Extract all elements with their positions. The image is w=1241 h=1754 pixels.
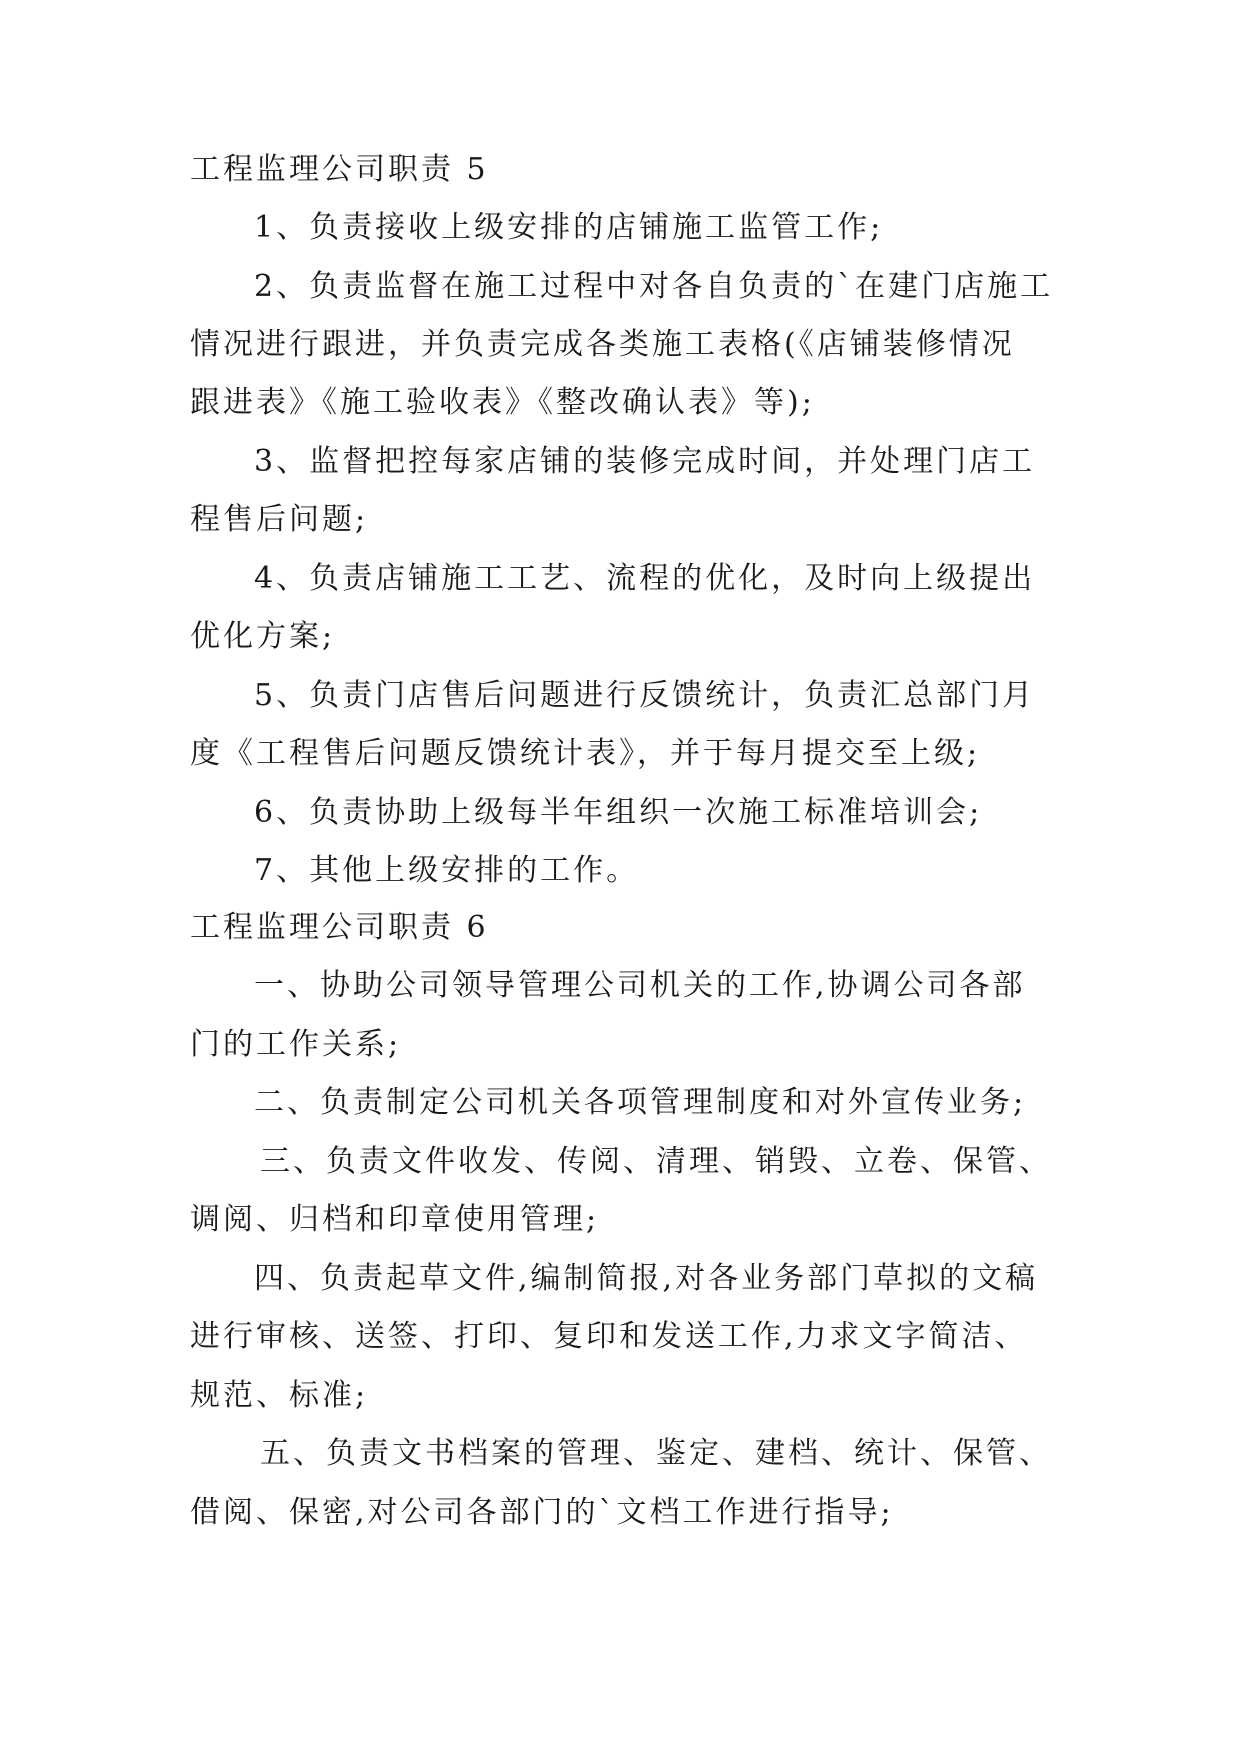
- paragraph-line: 借阅、保密,对公司各部门的`文档工作进行指导;: [190, 1495, 894, 1530]
- paragraph-line: 一、协助公司领导管理公司机关的工作,协调公司各部: [254, 968, 1026, 1003]
- paragraph-line: 2、负责监督在施工过程中对各自负责的`在建门店施工: [254, 269, 1054, 304]
- paragraph-line: 三、负责文件收发、传阅、清理、销毁、立卷、保管、: [260, 1144, 1052, 1179]
- paragraph-line: 4、负责店铺施工工艺、流程的优化，及时向上级提出: [254, 561, 1036, 596]
- section-6-title: 工程监理公司职责 6: [190, 910, 489, 945]
- paragraph-line: 五、负责文书档案的管理、鉴定、建档、统计、保管、: [260, 1436, 1052, 1471]
- section-5-title: 工程监理公司职责 5: [190, 152, 489, 187]
- paragraph-line: 6、负责协助上级每半年组织一次施工标准培训会;: [254, 795, 983, 830]
- paragraph-line: 程售后问题;: [190, 502, 369, 537]
- paragraph-line: 情况进行跟进，并负责完成各类施工表格(《店铺装修情况: [190, 327, 1015, 362]
- paragraph-line: 门的工作关系;: [190, 1027, 402, 1062]
- paragraph-line: 1、负责接收上级安排的店铺施工监管工作;: [254, 210, 884, 245]
- paragraph-line: 进行审核、送签、打印、复印和发送工作,力求文字简洁、: [190, 1319, 1028, 1354]
- paragraph-line: 5、负责门店售后问题进行反馈统计，负责汇总部门月: [254, 678, 1036, 713]
- paragraph-line: 优化方案;: [190, 619, 336, 654]
- paragraph-line: 度《工程售后问题反馈统计表》，并于每月提交至上级;: [190, 736, 981, 771]
- paragraph-line: 二、负责制定公司机关各项管理制度和对外宣传业务;: [254, 1085, 1027, 1120]
- paragraph-line: 3、监督把控每家店铺的装修完成时间，并处理门店工: [254, 444, 1036, 479]
- paragraph-line: 调阅、归档和印章使用管理;: [190, 1202, 600, 1237]
- paragraph-line: 规范、标准;: [190, 1378, 369, 1413]
- paragraph-line: 7、其他上级安排的工作。: [254, 853, 640, 888]
- paragraph-line: 四、负责起草文件,编制简报,对各业务部门草拟的文稿: [254, 1261, 1039, 1296]
- paragraph-line: 跟进表》《施工验收表》《整改确认表》等);: [190, 385, 815, 420]
